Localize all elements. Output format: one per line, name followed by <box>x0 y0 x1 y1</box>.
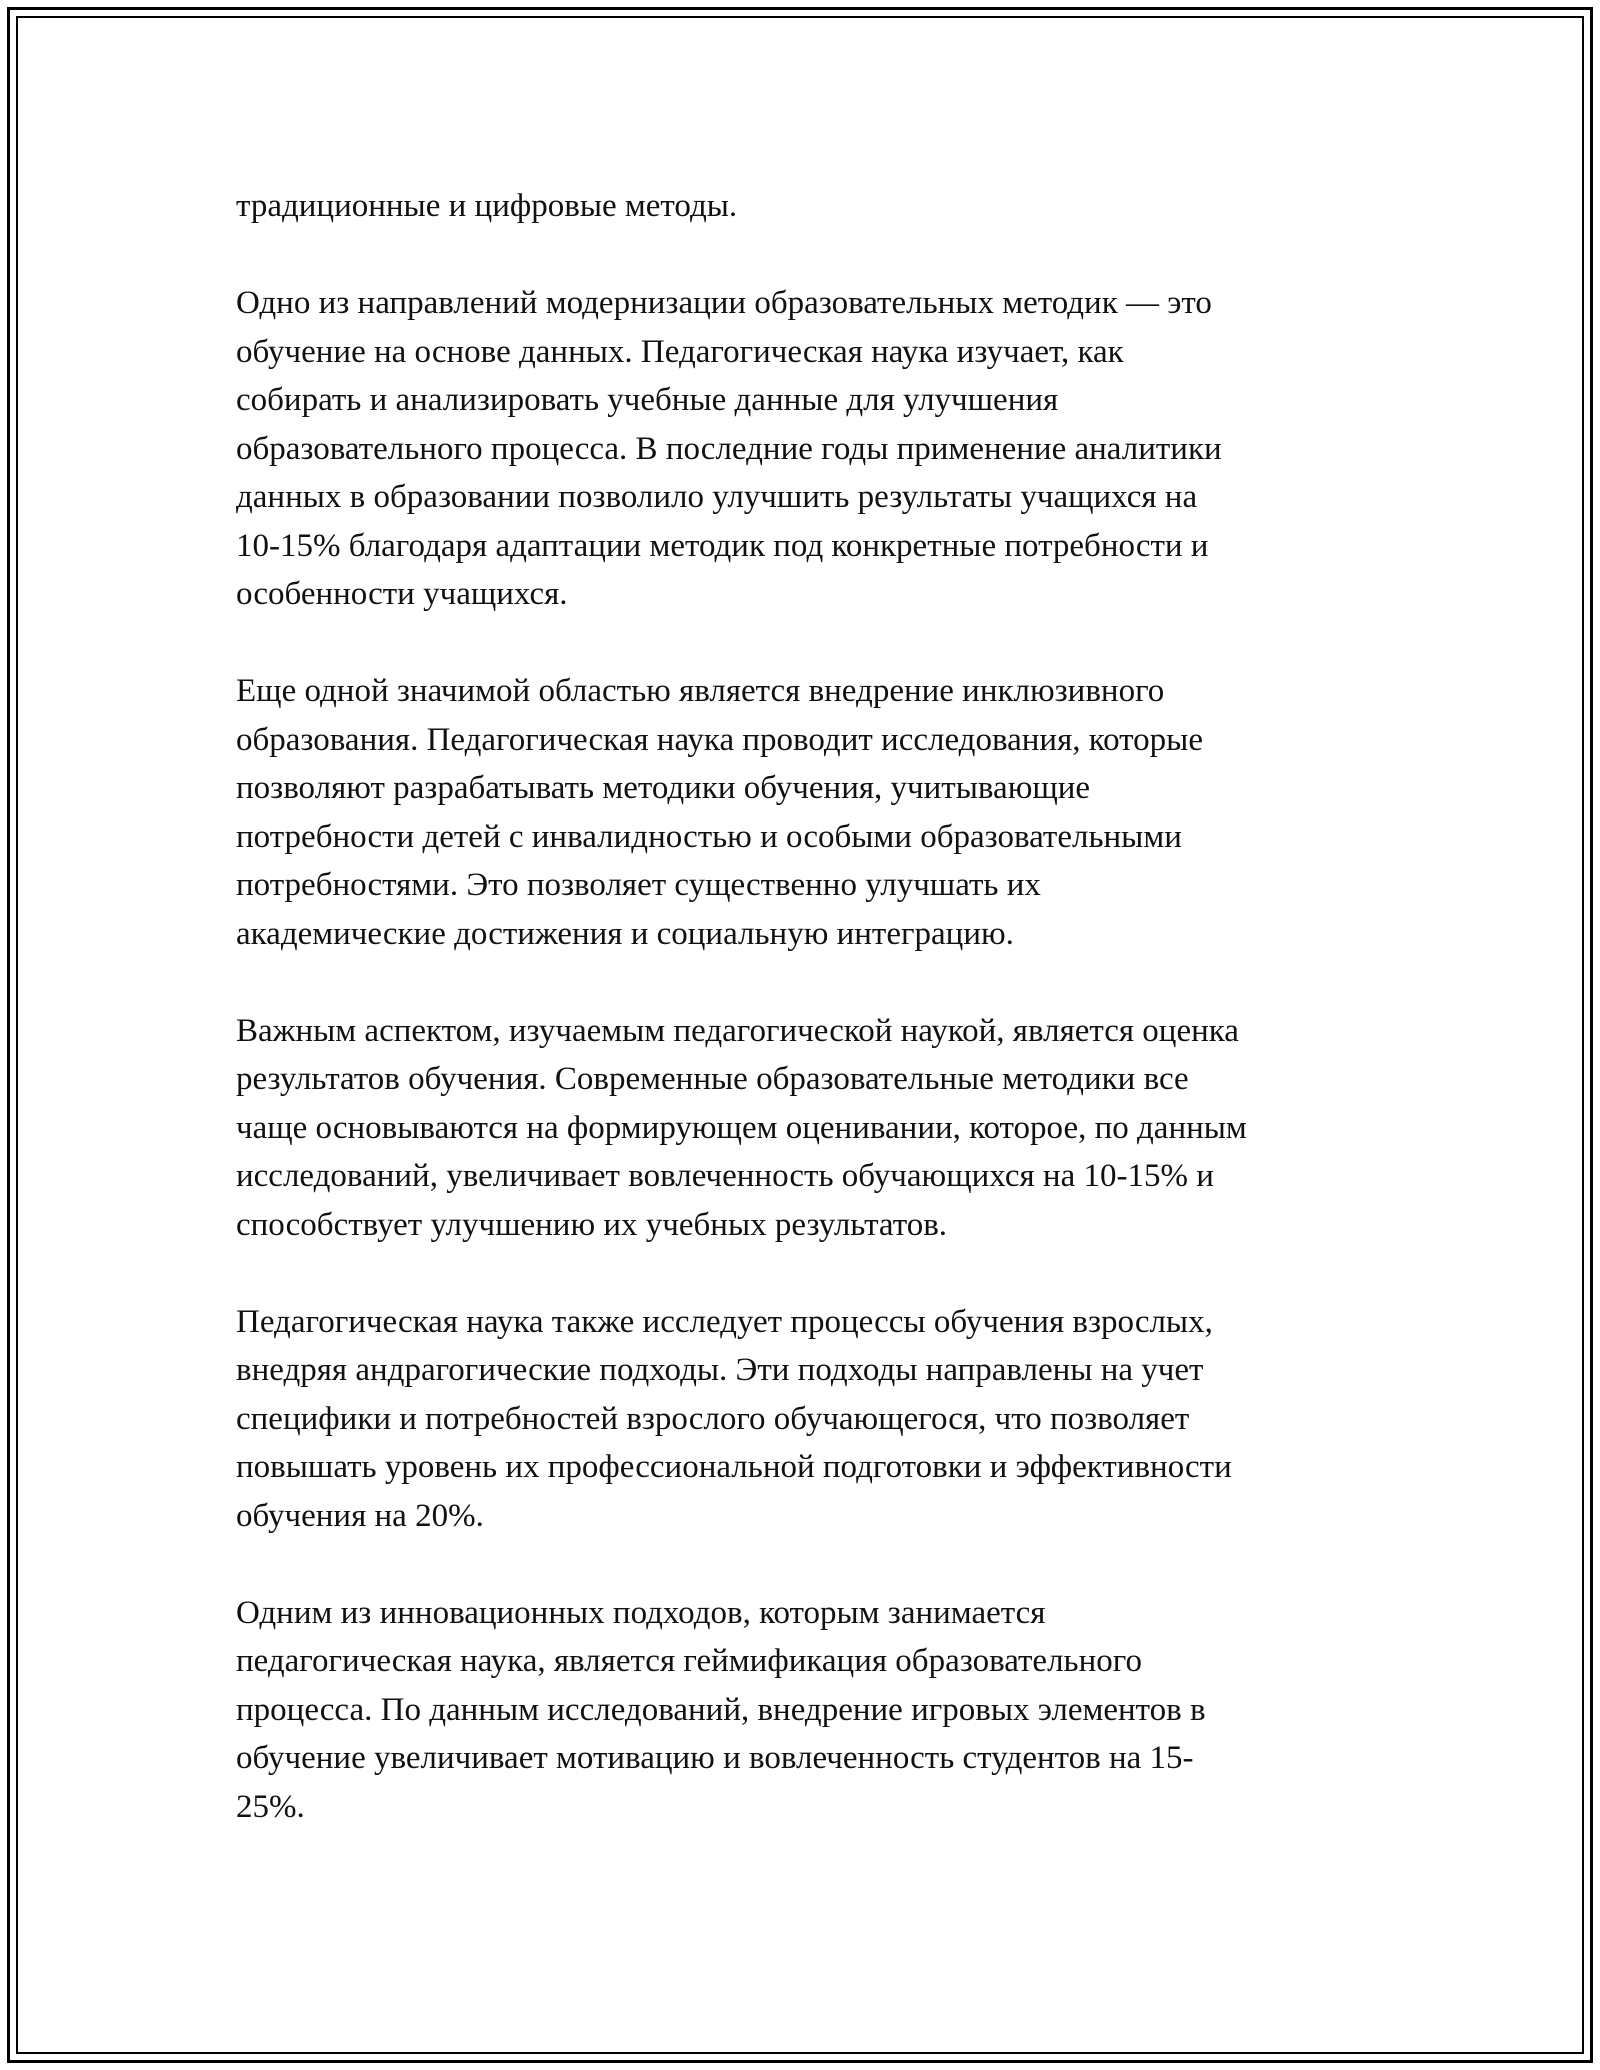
text-line: данных в образовании позволило улучшить результаты учащихся на <box>236 479 1198 515</box>
text-line: 10-15% благодаря адаптации методик под конкретные потребности и <box>236 527 1209 564</box>
text-line: Важным аспектом, изучаемым педагогической наукой, является оценка <box>236 1012 1239 1049</box>
paragraph-6 <box>236 1589 1396 1832</box>
text-line: образования. Педагогическая наука проводит исследования, которые <box>236 721 1203 758</box>
text-line: обучение увеличивает мотивацию и вовлеченность студентов на 15- <box>236 1740 1194 1776</box>
text-line: академические достижения и социальную интеграцию. <box>236 915 1014 952</box>
text-line: особенности учащихся. <box>236 576 568 612</box>
text-line: педагогическая наука, является геймификация образовательного <box>236 1643 1142 1679</box>
text-line: собирать и анализировать учебные данные для улучшения <box>236 382 1059 418</box>
text-line: чаще основываются на формирующем оценивании, которое, по данным <box>236 1109 1247 1146</box>
text-line: Педагогическая наука также исследует процессы обучения взрослых, <box>236 1303 1213 1340</box>
text-line: исследований, увеличивает вовлеченность обучающихся на 10-15% и <box>236 1158 1214 1194</box>
text-line: повышать уровень их профессиональной подготовки и эффективности <box>236 1449 1232 1485</box>
text-line: Одно из направлений модернизации образовательных методик — это <box>236 285 1212 321</box>
paragraph-3 <box>236 667 1396 958</box>
text-line: результатов обучения. Современные образовательные методики все <box>236 1061 1189 1097</box>
paragraph-1 <box>236 182 1396 231</box>
text-line: обучения на 20%. <box>236 1497 484 1534</box>
text-line: Еще одной значимой областью является внедрение инклюзивного <box>236 673 1165 709</box>
text-line: способствует улучшению их учебных результатов. <box>236 1206 948 1243</box>
paragraph-2 <box>236 279 1396 619</box>
text-line: специфики и потребностей взрослого обучающегося, что позволяет <box>236 1400 1190 1437</box>
text-line: позволяют разрабатывать методики обучения, учитывающие <box>236 770 1091 806</box>
paragraph-4 <box>236 1007 1396 1250</box>
text-line: потребности детей с инвалидностью и особыми образовательными <box>236 818 1182 855</box>
document-body <box>236 182 1396 1880</box>
text-line: внедряя андрагогические подходы. Эти подходы направлены на учет <box>236 1352 1204 1388</box>
text-line: Одним из инновационных подходов, которым занимается <box>236 1594 1046 1631</box>
text-line: 25%. <box>236 1788 305 1825</box>
text-line: потребностями. Это позволяет существенно улучшать их <box>236 867 1041 903</box>
text-line: процесса. По данным исследований, внедрение игровых элементов в <box>236 1691 1206 1728</box>
text-line: традиционные и цифровые методы. <box>236 188 738 224</box>
text-line: образовательного процесса. В последние годы применение аналитики <box>236 430 1222 467</box>
paragraph-5 <box>236 1298 1396 1541</box>
text-line: обучение на основе данных. Педагогическая наука изучает, как <box>236 333 1124 370</box>
